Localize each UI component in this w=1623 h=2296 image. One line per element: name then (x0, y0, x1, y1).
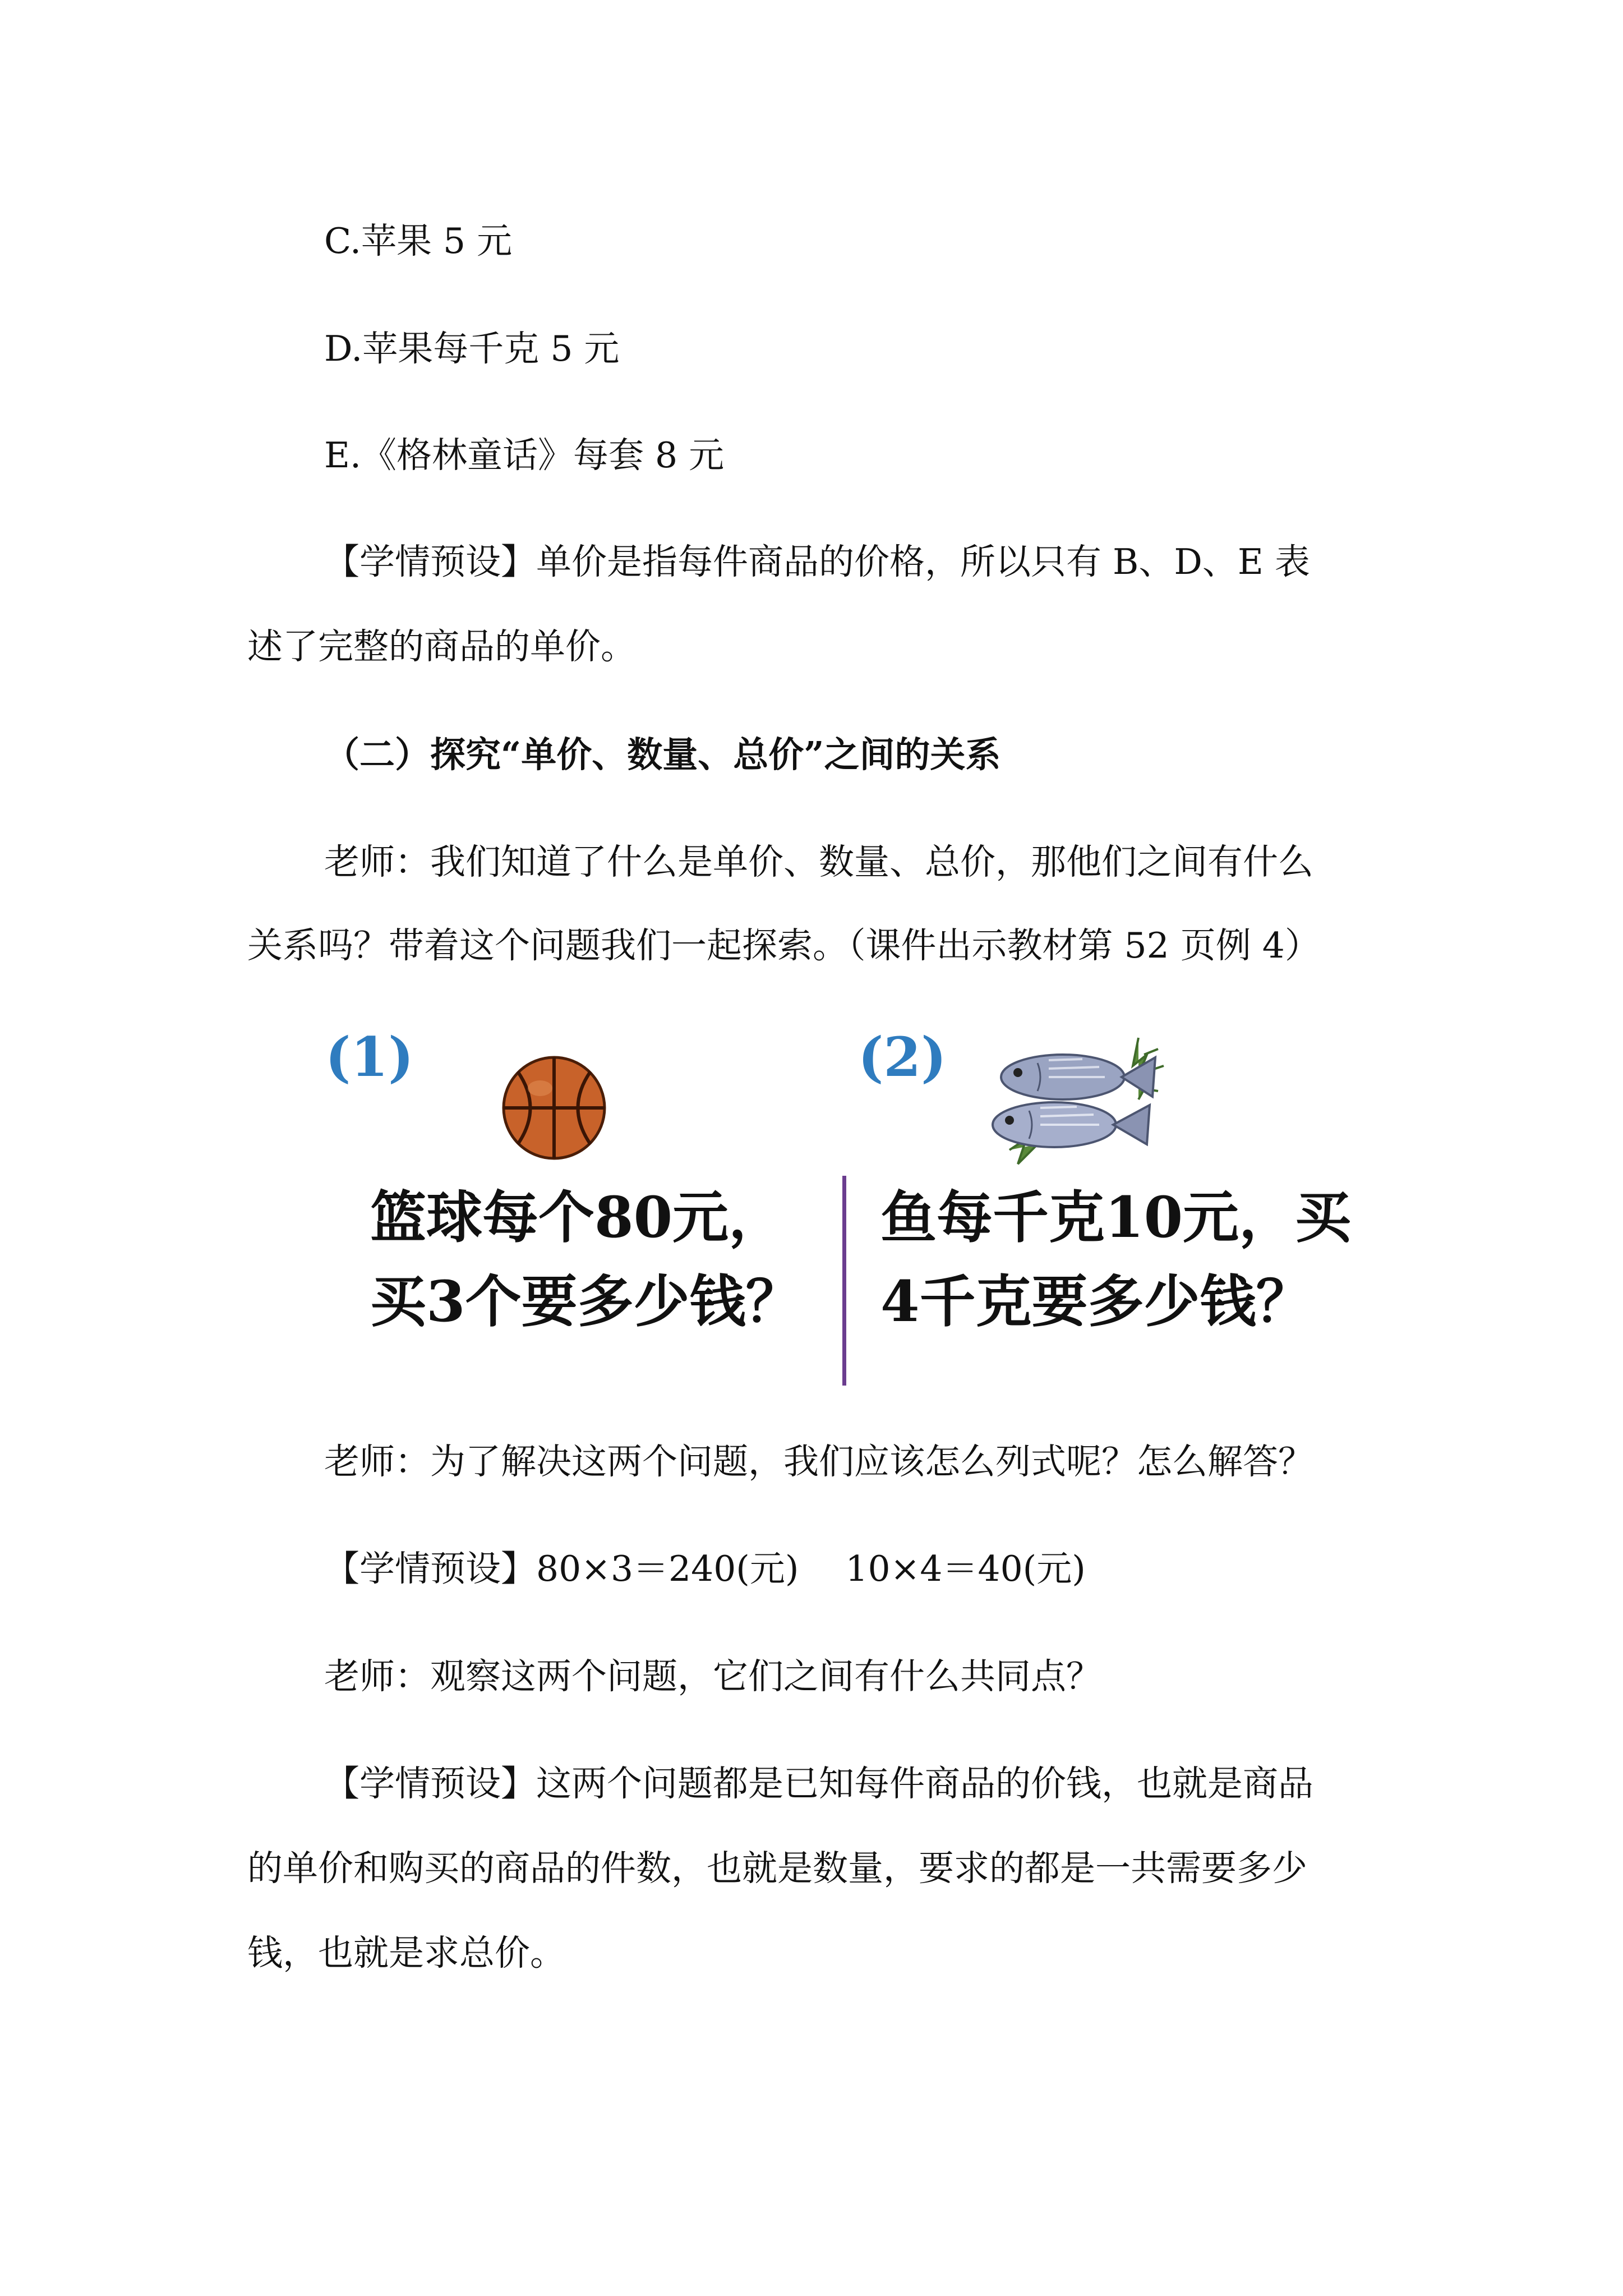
option-c: C.苹果 5 元 (324, 220, 513, 261)
problem-2-line-2: 4千克要多少钱？ (880, 1268, 1312, 1335)
section-heading: （二）探究“单价、数量、总价”之间的关系 (324, 734, 1001, 775)
problem-1-label: (1) (325, 1025, 414, 1089)
preset-paragraph-1-line-1: 【学情预设】单价是指每件商品的价格，所以只有 B、D、E 表 (324, 541, 1310, 582)
preset-paragraph-3-line-2: 的单价和购买的商品的件数，也就是数量，要求的都是一共需要多少 (247, 1848, 1307, 1889)
option-d: D.苹果每千克 5 元 (324, 328, 620, 369)
preset-paragraph-2: 【学情预设】80×3＝240(元) 10×4＝40(元) (324, 1548, 1086, 1589)
figure-divider (842, 1176, 846, 1386)
preset-paragraph-1-line-2: 述了完整的商品的单价。 (247, 626, 636, 667)
teacher-paragraph-2: 老师：为了解决这两个问题，我们应该怎么列式呢？怎么解答？ (324, 1441, 1313, 1482)
preset-paragraph-3-line-1: 【学情预设】这两个问题都是已知每件商品的价钱，也就是商品 (324, 1763, 1313, 1804)
problem-1-line-2: 买3个要多少钱？ (370, 1268, 802, 1335)
teacher-paragraph-1-line-2: 关系吗？带着这个问题我们一起探索。（课件出示教材第 52 页例 4） (247, 925, 1320, 966)
basketball-icon (501, 1055, 607, 1161)
teacher-paragraph-1-line-1: 老师：我们知道了什么是单价、数量、总价，那他们之间有什么 (324, 841, 1313, 882)
preset-paragraph-3-line-3: 钱，也就是求总价。 (247, 1932, 565, 1973)
option-e: E.《格林童话》每套 8 元 (324, 435, 725, 476)
problem-1-line-1: 篮球每个80元， (370, 1184, 785, 1250)
teacher-paragraph-3: 老师：观察这两个问题，它们之间有什么共同点？ (324, 1656, 1101, 1697)
fish-icon (987, 1032, 1172, 1172)
problem-2-label: (2) (858, 1025, 947, 1089)
problem-2-line-1: 鱼每千克10元，买 (880, 1184, 1352, 1250)
example-figure (325, 1027, 1391, 1397)
